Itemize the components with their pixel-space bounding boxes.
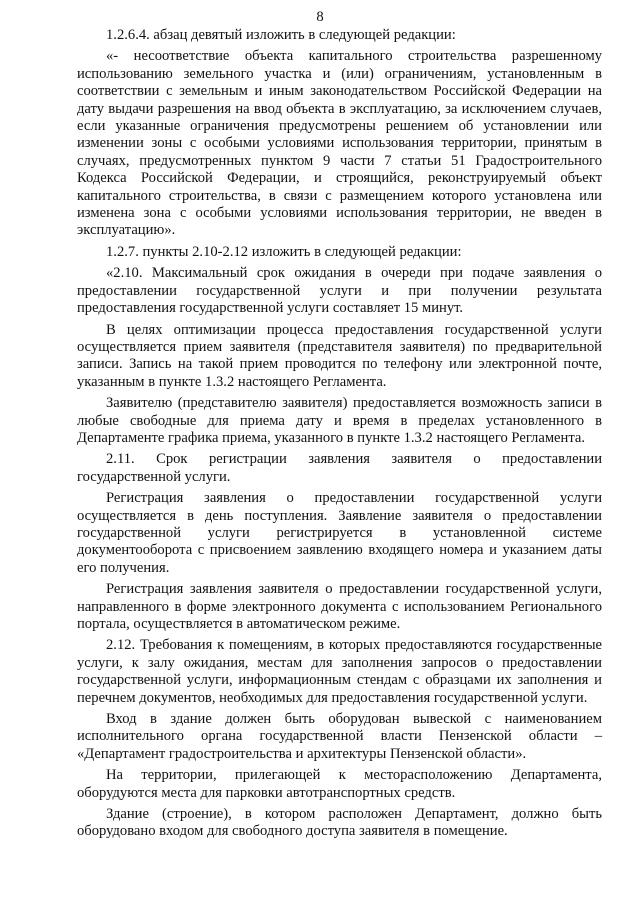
paragraph-appointment-slots: Заявителю (представителю заявителя) предоставляется возможность записи в любые свободные для приема дату и время в пределах установленного в Департаменте графика приема, указанного в пункте 1.3.2 настоящего Регламента. — [77, 395, 602, 446]
paragraph-amendment-1-2-6-4: 1.2.6.4. абзац девятый изложить в следующей редакции: — [106, 27, 456, 43]
paragraph-parking: На территории, прилегающей к месторасположению Департамента, оборудуются места для парковки автотранспортных средств. — [77, 767, 602, 801]
paragraph-2-11: 2.11. Срок регистрации заявления заявителя о предоставлении государственной услуги. — [77, 451, 602, 485]
paragraph-registration-day: Регистрация заявления о предоставлении государственной услуги осуществляется в день поступления. Заявление заявителя о предоставлении государственной услуги регистрируется в установленной системе документооборота с присвоением заявлению входящего номера и указанием даты его получения. — [77, 490, 602, 576]
paragraph-entrance-sign: Вход в здание должен быть оборудован вывеской с наименованием исполнительного органа государственной власти Пензенской области – «Департамент градостроительства и архитектуры Пензенской области». — [77, 711, 602, 762]
document-body — [77, 27, 602, 845]
paragraph-pre-registration: В целях оптимизации процесса предоставления государственной услуги осуществляется прием заявителя (представителя заявителя) по предварительной записи. Запись на такой прием проводится по телефону или электронной почте, указанным в пункте 1.3.2 настоящего Регламента. — [77, 321, 602, 390]
paragraph-building-access: Здание (строение), в котором расположен Департамент, должно быть оборудовано входом для свободного доступа заявителя в помещение. — [77, 806, 602, 840]
paragraph-amendment-1-2-7: 1.2.7. пункты 2.10-2.12 изложить в следующей редакции: — [106, 243, 462, 260]
paragraph-quote-inconsistency: «- несоответствие объекта капитального строительства разрешенному использованию земельного участка и (или) ограничениям, установленным в соответствии с земельным и иным законодательством Российской Федерации на дату выдачи разрешения на ввод объекта в эксплуатацию, за исключением случаев, если указанные ограничения предусмотрены решением об установлении или изменении зоны с особыми условиями использования территории, принятым в случаях, предусмотренных пунктом 9 части 7 статьи 51 Градостроительного Кодекса Российской Федерации, и строящийся, реконструируемый объект капитального строительства, в связи с размещением которого установлена или изменена зона с особыми условиями использования территории, не введен в эксплуатацию». — [77, 48, 602, 239]
paragraph-electronic-registration: Регистрация заявления заявителя о предоставлении государственной услуги, направленного в форме электронного документа с использованием Регионального портала, осуществляется в автоматическом режиме. — [77, 581, 602, 632]
page-number: 8 — [316, 9, 324, 25]
paragraph-2-12: 2.12. Требования к помещениям, в которых предоставляются государственные услуги, к залу ожидания, местам для заполнения запросов о предоставлении государственной услуги, информационным стендам с образцами их заполнения и перечнем документов, необходимых для предоставления государственной услуги. — [77, 637, 602, 706]
paragraph-2-10: «2.10. Максимальный срок ожидания в очереди при подаче заявления о предоставлении государственной услуги и при получении результата предоставления государственной услуги составляет 15 минут. — [77, 265, 602, 317]
